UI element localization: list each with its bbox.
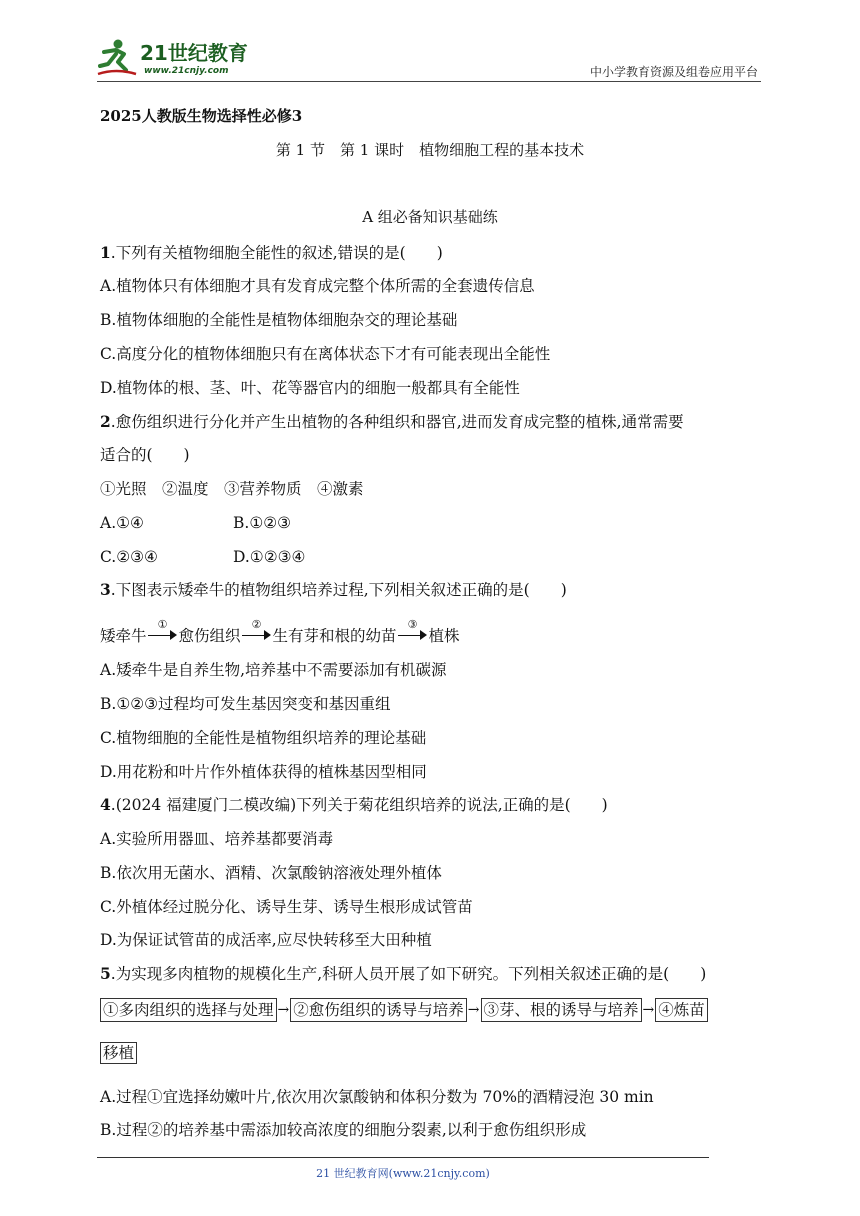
question-5-option-a: A.过程①宜选择幼嫩叶片,依次用次氯酸钠和体积分数为 70%的酒精浸泡 30 min [100, 1088, 654, 1106]
footer-link[interactable]: 21 世纪教育网(www.21cnjy.com) [316, 1167, 490, 1180]
footer-divider [97, 1157, 709, 1158]
section-title: A 组必备知识基础练 [362, 208, 498, 226]
site-name: 中小学教育资源及组卷应用平台 [589, 65, 758, 79]
chain-arrow-3: ③ [398, 624, 428, 646]
culture-process-chain [100, 616, 460, 646]
flow-step-2: ②愈伤组织的诱导与培养 [290, 998, 467, 1022]
question-4-option-b: B.依次用无菌水、酒精、次氯酸钠溶液处理外植体 [100, 864, 442, 882]
question-3-option-d: D.用花粉和叶片作外植体获得的植株基因型相同 [100, 763, 427, 781]
question-3-stem: 3.下图表示矮牵牛的植物组织培养过程,下列相关叙述正确的是( ) [100, 580, 567, 599]
chain-node-callus: 愈伤组织 [178, 627, 241, 645]
question-2-options-row2 [100, 546, 400, 568]
chain-arrow-2: ② [242, 624, 272, 646]
flow-arrow-icon: → [277, 1002, 290, 1018]
flow-arrow-icon: → [642, 1002, 655, 1018]
flow-step-1: ①多肉组织的选择与处理 [100, 998, 277, 1022]
question-2-stem-cont: 适合的( ) [100, 446, 190, 464]
question-2-option-b: B.①②③ [233, 514, 292, 532]
question-2-option-a: A.①④ [100, 514, 144, 532]
question-2-option-d: D.①②③④ [233, 548, 306, 566]
question-5-option-b: B.过程②的培养基中需添加较高浓度的细胞分裂素,以利于愈伤组织形成 [100, 1121, 587, 1139]
question-2-items: ①光照 ②温度 ③营养物质 ④激素 [100, 480, 364, 498]
logo-text: 21世纪教育 [140, 41, 248, 65]
flow-step-4: ④炼苗 [655, 998, 708, 1022]
question-2-options-row1 [100, 512, 400, 534]
question-5-stem: 5.为实现多肉植物的规模化生产,科研人员开展了如下研究。下列相关叙述正确的是( ) [100, 964, 707, 983]
brand-logo [96, 38, 266, 78]
question-4-stem: 4.(2024 福建厦门二模改编)下列关于菊花组织培养的说法,正确的是( ) [100, 795, 608, 814]
runner-icon [98, 40, 136, 75]
question-2-option-c: C.②③④ [100, 548, 158, 566]
chain-arrow-1: ① [148, 624, 178, 646]
chain-node-mature-plant: 植株 [428, 627, 460, 645]
doc-title: 2025人教版生物选择性必修3 [100, 107, 303, 125]
question-1-stem: 1.下列有关植物细胞全能性的叙述,错误的是( ) [100, 243, 443, 262]
question-2-stem: 2.愈伤组织进行分化并产生出植物的各种组织和器官,进而发育成完整的植株,通常需要 [100, 412, 684, 431]
logo-url: www.21cnjy.com [144, 66, 229, 76]
question-1-option-d: D.植物体的根、茎、叶、花等器官内的细胞一般都具有全能性 [100, 379, 520, 397]
flow-arrow-icon: → [467, 1002, 480, 1018]
question-3-option-a: A.矮牵牛是自养生物,培养基中不需要添加有机碳源 [100, 661, 447, 679]
question-1-option-c: C.高度分化的植物体细胞只有在离体状态下才有可能表现出全能性 [100, 345, 551, 363]
header-divider [97, 81, 761, 82]
lesson-title: 第 1 节 第 1 课时 植物细胞工程的基本技术 [275, 141, 585, 159]
chain-node-plant: 矮牵牛 [100, 627, 147, 645]
question-4-option-d: D.为保证试管苗的成活率,应尽快转移至大田种植 [100, 931, 432, 949]
question-4-option-a: A.实验所用器皿、培养基都要消毒 [100, 830, 334, 848]
flow-step-3: ③芽、根的诱导与培养 [481, 998, 642, 1022]
chain-node-seedling: 生有芽和根的幼苗 [272, 627, 397, 645]
cultivation-flow [100, 998, 708, 1022]
question-3-option-c: C.植物细胞的全能性是植物组织培养的理论基础 [100, 729, 427, 747]
question-1-option-a: A.植物体只有体细胞才具有发育成完整个体所需的全套遗传信息 [100, 277, 535, 295]
question-3-option-b: B.①②③过程均可发生基因突变和基因重组 [100, 695, 391, 713]
question-4-option-c: C.外植体经过脱分化、诱导生芽、诱导生根形成试管苗 [100, 898, 473, 916]
question-1-option-b: B.植物体细胞的全能性是植物体细胞杂交的理论基础 [100, 311, 458, 329]
flow-step-4-cont: 移植 [100, 1043, 137, 1063]
